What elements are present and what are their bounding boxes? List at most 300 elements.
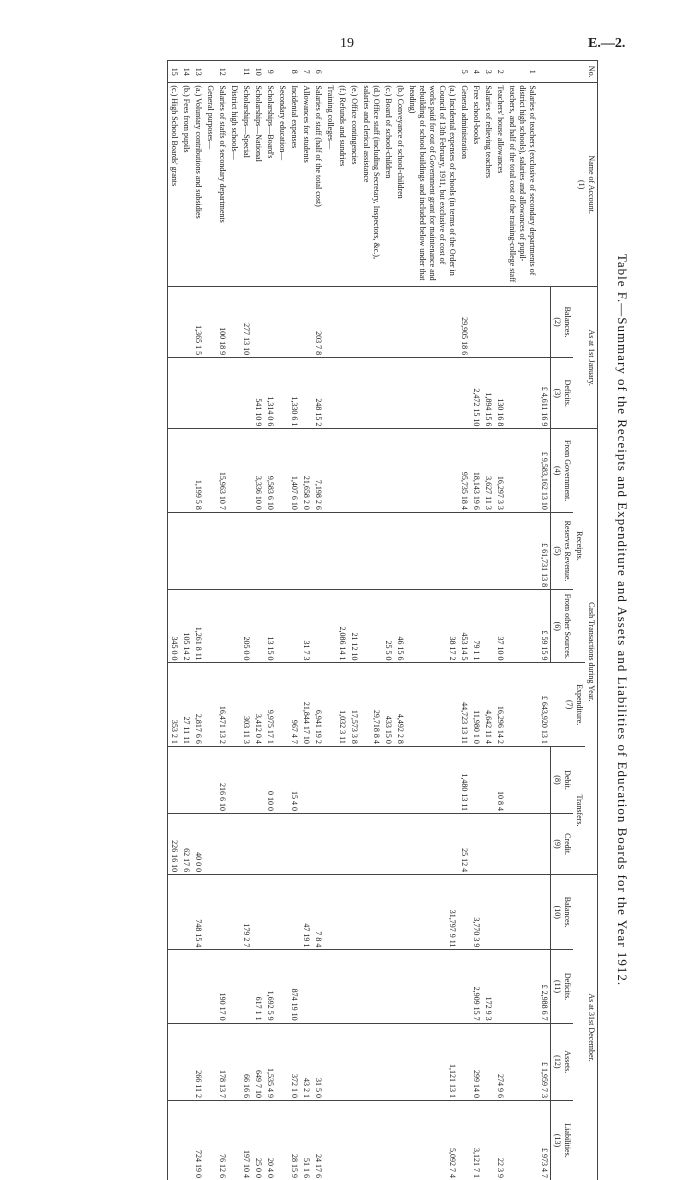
amount-cell: £ 973 4 7: [538, 1101, 551, 1180]
row-number: 2: [494, 61, 506, 83]
table-row: [264, 61, 276, 1180]
row-number: 4: [470, 61, 482, 83]
amount-cell: 724 19 0: [192, 1101, 204, 1180]
amount-cell: [336, 875, 348, 950]
amount-cell: [538, 286, 551, 357]
row-number: [406, 61, 458, 83]
amount-cell: [482, 286, 494, 357]
amount-cell: [252, 286, 264, 357]
amount-cell: [348, 429, 360, 512]
amount-cell: 1,314 0 6: [264, 358, 276, 429]
amount-cell: [324, 590, 336, 663]
amount-cell: [360, 1101, 382, 1180]
amount-cell: [324, 663, 336, 746]
table-row: [458, 61, 470, 1180]
amount-cell: [348, 512, 360, 589]
amount-cell: [264, 512, 276, 589]
amount-cell: [192, 358, 204, 429]
table-row: [336, 61, 348, 1180]
amount-cell: 1,261 8 11: [192, 590, 204, 663]
amount-cell: 433 15 0: [382, 663, 394, 746]
amount-cell: [204, 875, 216, 950]
amount-cell: [228, 1101, 240, 1180]
account-name: Salaries of staff (half of the total cost): [312, 83, 324, 287]
amount-cell: [394, 1023, 406, 1100]
col-header-reserves-revenue: Reserves Revenue. (5): [551, 512, 574, 589]
amount-cell: [458, 358, 470, 429]
amount-cell: [180, 358, 192, 429]
amount-cell: [360, 746, 382, 813]
amount-cell: [228, 663, 240, 746]
amount-cell: [216, 814, 228, 875]
amount-cell: [300, 746, 312, 813]
col-header-other-sources: From other Sources. (6): [551, 590, 574, 663]
amount-cell: 1,692 5 9: [264, 950, 276, 1023]
amount-cell: [538, 814, 551, 875]
amount-cell: 46 15 6: [394, 590, 406, 663]
account-name: Scholarships—Board's: [264, 83, 276, 287]
row-number: 10: [252, 61, 264, 83]
amount-cell: [324, 358, 336, 429]
amount-cell: £ 1,959 7 3: [538, 1023, 551, 1100]
amount-cell: [494, 875, 506, 950]
amount-cell: 62 17 6: [180, 814, 192, 875]
account-name: Training colleges—: [324, 83, 336, 287]
amount-cell: 79 1 1: [470, 590, 482, 663]
amount-cell: [406, 663, 458, 746]
col-header-dec-deficits: Deficits. (11): [551, 950, 574, 1023]
amount-cell: [276, 663, 288, 746]
amount-cell: [506, 1101, 538, 1180]
table-row: [168, 61, 181, 1180]
amount-cell: [336, 429, 348, 512]
amount-cell: [312, 950, 324, 1023]
page-number: 19: [340, 36, 354, 52]
amount-cell: [192, 512, 204, 589]
amount-cell: [348, 875, 360, 950]
amount-cell: [482, 590, 494, 663]
amount-cell: 2,909 15 7: [470, 950, 482, 1023]
amount-cell: [192, 950, 204, 1023]
amount-cell: [204, 746, 216, 813]
table-row: [470, 61, 482, 1180]
amount-cell: [312, 590, 324, 663]
amount-cell: [300, 358, 312, 429]
account-name: Allowances for students: [300, 83, 312, 287]
account-name: (e.) Office contingencies: [348, 83, 360, 287]
amount-cell: 6,941 19 2: [312, 663, 324, 746]
col-header-dec-balances: Balances. (10): [551, 875, 574, 950]
amount-cell: [252, 875, 264, 950]
account-name: District high schools—: [228, 83, 240, 287]
amount-cell: [494, 286, 506, 357]
amount-cell: [336, 1101, 348, 1180]
amount-cell: [506, 429, 538, 512]
amount-cell: [228, 875, 240, 950]
table-row: [192, 61, 204, 1180]
col-header-from-government: From Government. (4): [551, 429, 574, 512]
amount-cell: [168, 746, 181, 813]
amount-cell: [506, 286, 538, 357]
table-row: [348, 61, 360, 1180]
amount-cell: 18,143 19 6: [470, 429, 482, 512]
amount-cell: [324, 429, 336, 512]
amount-cell: 47 19 1: [300, 875, 312, 950]
amount-cell: 3,627 11 3: [482, 429, 494, 512]
table-row: [204, 61, 216, 1180]
account-name: (c.) Board of school-children: [382, 83, 394, 287]
amount-cell: 1,032 3 11: [336, 663, 348, 746]
amount-cell: [300, 286, 312, 357]
table-row: [382, 61, 394, 1180]
amount-cell: [506, 875, 538, 950]
account-name: Salaries of teachers (exclusive of secondary departments of district high schools), salaries and allowances of pupil-teachers, and half of the total cost of the training-college staff: [506, 83, 538, 287]
amount-cell: [482, 1101, 494, 1180]
amount-cell: [394, 512, 406, 589]
account-name: [538, 83, 551, 287]
amount-cell: 1,365 1 5: [192, 286, 204, 357]
amount-cell: [288, 286, 300, 357]
amount-cell: 1,894 15 6: [482, 358, 494, 429]
amount-cell: [348, 814, 360, 875]
amount-cell: [276, 950, 288, 1023]
amount-cell: [168, 286, 181, 357]
account-name: Salaries of staffs of secondary departments: [216, 83, 228, 287]
amount-cell: 226 16 10: [168, 814, 181, 875]
amount-cell: 179 2 7: [240, 875, 252, 950]
amount-cell: [312, 746, 324, 813]
amount-cell: [382, 358, 394, 429]
account-name: (d.) Office staff (including Secretary, Inspectors, &c.), salaries and clerical assistance: [360, 83, 382, 287]
amount-cell: [168, 875, 181, 950]
amount-cell: [482, 875, 494, 950]
amount-cell: [360, 512, 382, 589]
amount-cell: [506, 950, 538, 1023]
amount-cell: 44,723 13 11: [458, 663, 470, 746]
amount-cell: [300, 512, 312, 589]
amount-cell: [204, 814, 216, 875]
amount-cell: [382, 950, 394, 1023]
col-header-expenditure: Expenditure. (7): [551, 663, 586, 746]
amount-cell: 372 1 0: [288, 1023, 300, 1100]
amount-cell: [360, 429, 382, 512]
table-row: [312, 61, 324, 1180]
amount-cell: 7 8 4: [312, 875, 324, 950]
amount-cell: [538, 746, 551, 813]
amount-cell: 37 10 0: [494, 590, 506, 663]
amount-cell: [252, 746, 264, 813]
amount-cell: £ 59 15 9: [538, 590, 551, 663]
amount-cell: 15,963 10 7: [216, 429, 228, 512]
group-header-receipts: Receipts.: [573, 429, 585, 663]
amount-cell: 31 7 3: [300, 590, 312, 663]
amount-cell: [288, 590, 300, 663]
account-name: (a.) Voluntary contributions and subsidies: [192, 83, 204, 287]
amount-cell: 1,535 4 9: [264, 1023, 276, 1100]
amount-cell: [324, 814, 336, 875]
amount-cell: [482, 746, 494, 813]
amount-cell: 453 14 5: [458, 590, 470, 663]
col-header-jan-balances: Balances. (2): [551, 286, 574, 357]
row-number: 9: [264, 61, 276, 83]
amount-cell: [192, 746, 204, 813]
amount-cell: [204, 429, 216, 512]
amount-cell: [336, 286, 348, 357]
row-number: 6: [312, 61, 324, 83]
amount-cell: [252, 814, 264, 875]
amount-cell: 16,297 3 3: [494, 429, 506, 512]
row-number: 15: [168, 61, 181, 83]
amount-cell: [382, 1101, 394, 1180]
amount-cell: [482, 814, 494, 875]
amount-cell: 353 2 1: [168, 663, 181, 746]
amount-cell: [406, 429, 458, 512]
account-name: (b.) Conveyance of school-children: [394, 83, 406, 287]
amount-cell: [360, 1023, 382, 1100]
amount-cell: 649 7 10: [252, 1023, 264, 1100]
amount-cell: [348, 286, 360, 357]
amount-cell: [348, 1101, 360, 1180]
account-name: Salaries of relieving teachers: [482, 83, 494, 287]
col-header-jan-deficits: Deficits. (3): [551, 358, 574, 429]
amount-cell: [240, 358, 252, 429]
amount-cell: [482, 1023, 494, 1100]
amount-cell: [180, 950, 192, 1023]
amount-cell: [276, 358, 288, 429]
amount-cell: 345 0 0: [168, 590, 181, 663]
amount-cell: 7,198 2 6: [312, 429, 324, 512]
account-name: (a.) Incidental expenses of schools (in terms of the Order in Council of 13th February, 1911, but exclusive of cost of works paid for out of Government grant for maintenance and rebuilding of school buildings and included below under that heading): [406, 83, 458, 287]
amount-cell: 299 14 0: [470, 1023, 482, 1100]
amount-cell: 4,642 11 4: [482, 663, 494, 746]
amount-cell: 2,817 6 6: [192, 663, 204, 746]
amount-cell: [168, 429, 181, 512]
amount-cell: [394, 286, 406, 357]
amount-cell: [228, 286, 240, 357]
amount-cell: 303 11 3: [240, 663, 252, 746]
amount-cell: [360, 814, 382, 875]
amount-cell: [240, 950, 252, 1023]
amount-cell: [180, 1023, 192, 1100]
amount-cell: [204, 512, 216, 589]
amount-cell: 95,735 18 4: [458, 429, 470, 512]
amount-cell: [382, 1023, 394, 1100]
amount-cell: [204, 358, 216, 429]
account-name: (b.) Fees from pupils: [180, 83, 192, 287]
amount-cell: 28 15 9: [288, 1101, 300, 1180]
amount-cell: [180, 429, 192, 512]
amount-cell: [394, 875, 406, 950]
amount-cell: [276, 512, 288, 589]
amount-cell: 25 0 0: [252, 1101, 264, 1180]
amount-cell: 2,472 15 10: [470, 358, 482, 429]
amount-cell: [382, 814, 394, 875]
amount-cell: [394, 746, 406, 813]
row-number: [360, 61, 382, 83]
amount-cell: [470, 286, 482, 357]
amount-cell: [204, 286, 216, 357]
amount-cell: [506, 1023, 538, 1100]
amount-cell: [324, 875, 336, 950]
amount-cell: [494, 950, 506, 1023]
amount-cell: 172 9 3: [482, 950, 494, 1023]
amount-cell: [228, 746, 240, 813]
group-header-transfers: Transfers.: [573, 746, 585, 874]
amount-cell: 17,573 3 8: [348, 663, 360, 746]
amount-cell: [506, 663, 538, 746]
amount-cell: [276, 429, 288, 512]
amount-cell: 43 2 1: [300, 1023, 312, 1100]
amount-cell: [228, 950, 240, 1023]
amount-cell: [300, 950, 312, 1023]
amount-cell: [204, 1101, 216, 1180]
rotated-table-region: [60, 60, 640, 1180]
amount-cell: [204, 1023, 216, 1100]
amount-cell: [240, 512, 252, 589]
row-number: 3: [482, 61, 494, 83]
row-number: 1: [506, 61, 538, 83]
amount-cell: [394, 950, 406, 1023]
amount-cell: [312, 814, 324, 875]
amount-cell: 967 4 7: [288, 663, 300, 746]
amount-cell: [288, 512, 300, 589]
amount-cell: [406, 950, 458, 1023]
amount-cell: 274 9 6: [494, 1023, 506, 1100]
table-title: Table F.—Summary of the Receipts and Expenditure and Assets and Liabilities of Education Boards for the Year 1912.: [614, 60, 630, 1180]
amount-cell: [180, 512, 192, 589]
amount-cell: [538, 875, 551, 950]
amount-cell: [336, 746, 348, 813]
amount-cell: 1,330 6 1: [288, 358, 300, 429]
row-number: [538, 61, 551, 83]
amount-cell: 1,407 6 10: [288, 429, 300, 512]
amount-cell: [336, 950, 348, 1023]
amount-cell: [506, 512, 538, 589]
amount-cell: [228, 590, 240, 663]
amount-cell: [394, 358, 406, 429]
amount-cell: 1,199 5 8: [192, 429, 204, 512]
amount-cell: 9,583 6 10: [264, 429, 276, 512]
account-name: Scholarships—National: [252, 83, 264, 287]
amount-cell: [382, 746, 394, 813]
amount-cell: 29,718 8 4: [360, 663, 382, 746]
amount-cell: 21 12 10: [348, 590, 360, 663]
amount-cell: 29,905 18 6: [458, 286, 470, 357]
amount-cell: [458, 950, 470, 1023]
amount-cell: 38 17 2: [406, 590, 458, 663]
account-name: General administration: [458, 83, 470, 287]
amount-cell: 9,975 17 1: [264, 663, 276, 746]
amount-cell: [336, 512, 348, 589]
amount-cell: 31 5 0: [312, 1023, 324, 1100]
table-row: [288, 61, 300, 1180]
amount-cell: 24 17 6: [312, 1101, 324, 1180]
amount-cell: £ 643,920 13 1: [538, 663, 551, 746]
amount-cell: 617 1 1: [252, 950, 264, 1023]
amount-cell: [324, 1023, 336, 1100]
amount-cell: [276, 746, 288, 813]
amount-cell: 22 3 9: [494, 1101, 506, 1180]
amount-cell: [216, 590, 228, 663]
amount-cell: [228, 814, 240, 875]
amount-cell: 21,658 2 0: [300, 429, 312, 512]
amount-cell: 16,471 13 2: [216, 663, 228, 746]
table-body: [168, 61, 551, 1180]
amount-cell: 216 6 10: [216, 746, 228, 813]
amount-cell: [360, 590, 382, 663]
summary-table: [167, 60, 598, 1180]
row-number: 5: [458, 61, 470, 83]
amount-cell: 3,770 3 9: [470, 875, 482, 950]
col-header-debit: Debit. (8): [551, 746, 574, 813]
amount-cell: 130 16 8: [494, 358, 506, 429]
row-number: 8: [288, 61, 300, 83]
amount-cell: [276, 1023, 288, 1100]
row-number: [336, 61, 348, 83]
amount-cell: [228, 358, 240, 429]
account-name: Teachers' house allowances: [494, 83, 506, 287]
amount-cell: [324, 746, 336, 813]
amount-cell: [204, 950, 216, 1023]
amount-cell: [406, 512, 458, 589]
amount-cell: [264, 875, 276, 950]
amount-cell: 15 4 0: [288, 746, 300, 813]
amount-cell: [506, 590, 538, 663]
amount-cell: [264, 814, 276, 875]
amount-cell: [288, 814, 300, 875]
group-header-jan: As at 1st January.: [573, 286, 598, 428]
table-row: [180, 61, 192, 1180]
amount-cell: [506, 358, 538, 429]
col-header-credit: Credit. (9): [551, 814, 574, 875]
amount-cell: [324, 1101, 336, 1180]
amount-cell: 40 0 0: [192, 814, 204, 875]
amount-cell: [336, 1023, 348, 1100]
amount-cell: [360, 950, 382, 1023]
row-number: 14: [180, 61, 192, 83]
row-number: [348, 61, 360, 83]
amount-cell: [276, 590, 288, 663]
amount-cell: [458, 512, 470, 589]
amount-cell: 748 15 4: [192, 875, 204, 950]
table-row: [360, 61, 382, 1180]
amount-cell: [406, 286, 458, 357]
amount-cell: 10 8 4: [494, 746, 506, 813]
amount-cell: [276, 814, 288, 875]
amount-cell: 190 17 0: [216, 950, 228, 1023]
row-number: [228, 61, 240, 83]
table-row: [216, 61, 228, 1180]
amount-cell: [506, 814, 538, 875]
amount-cell: 13 15 0: [264, 590, 276, 663]
amount-cell: 3,336 10 0: [252, 429, 264, 512]
amount-cell: £ 4,611 16 9: [538, 358, 551, 429]
amount-cell: [394, 429, 406, 512]
amount-cell: [168, 1101, 181, 1180]
amount-cell: 4,492 2 8: [394, 663, 406, 746]
amount-cell: [204, 663, 216, 746]
amount-cell: [506, 746, 538, 813]
amount-cell: [348, 1023, 360, 1100]
amount-cell: [482, 512, 494, 589]
col-header-assets: Assets. (12): [551, 1023, 574, 1100]
amount-cell: [312, 512, 324, 589]
amount-cell: [324, 286, 336, 357]
amount-cell: [394, 1101, 406, 1180]
amount-cell: 105 14 2: [180, 590, 192, 663]
table-row: [538, 61, 551, 1180]
amount-cell: [168, 512, 181, 589]
